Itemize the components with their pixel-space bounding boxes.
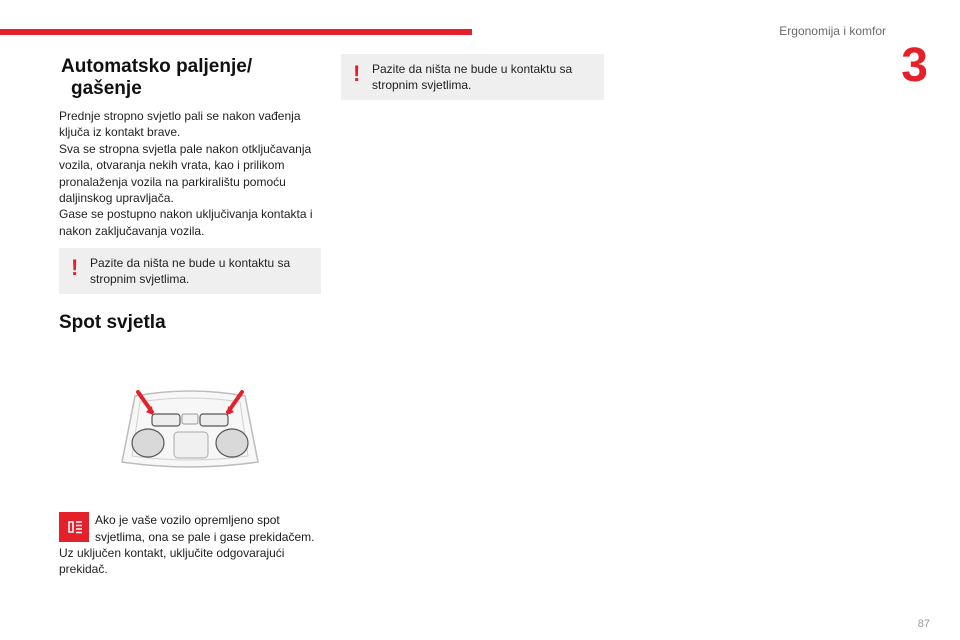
warning-icon: ! (71, 255, 79, 281)
spot-text: Ako je vaše vozilo opremljeno spot svjetlima, ona se pale i gase prekidačem. (95, 513, 315, 544)
ceiling-console-svg (90, 384, 290, 474)
page-number: 87 (917, 618, 930, 630)
header-accent-bar (0, 29, 472, 35)
heading-auto-line2: gašenje (71, 78, 142, 99)
heading-spot-lights: Spot svjetla (59, 312, 166, 334)
warning-text: Pazite da ništa ne bude u kontaktu sa stropnim svjetlima. (90, 256, 291, 287)
chapter-number: 3 (901, 39, 928, 92)
warning-text: Pazite da ništa ne bude u kontaktu sa stropnim svjetlima. (372, 62, 573, 92)
right-column (341, 54, 604, 100)
paragraph: Gase se postupno nakon uključivanja kontakta i nakon zaključavanja vozila. (59, 207, 313, 238)
chapter-title: Ergonomija i komfor (779, 24, 886, 38)
warning-box (341, 54, 604, 100)
spot-lamp-icon (59, 512, 89, 542)
spot-description (59, 512, 321, 545)
warning-icon: ! (353, 61, 361, 86)
paragraph: Sva se stropna svjetla pale nakon otključavanja vozila, otvaranja nekih vrata, kao i prilikom pronalaženja vozila na parkiralištu pomoću daljinskog upravljača. (59, 141, 312, 206)
heading-auto-line1: Automatsko paljenje/ (61, 56, 253, 77)
heading-auto-lighting (59, 56, 321, 100)
spot-lights-illustration (90, 384, 290, 474)
left-column (59, 56, 321, 578)
paragraph: Prednje stropno svjetlo pali se nakon vađenja ključa iz kontakt brave. (59, 109, 301, 140)
warning-box (59, 248, 321, 294)
spot-text-2: Uz uključen kontakt, uključite odgovarajući prekidač. (59, 546, 285, 577)
